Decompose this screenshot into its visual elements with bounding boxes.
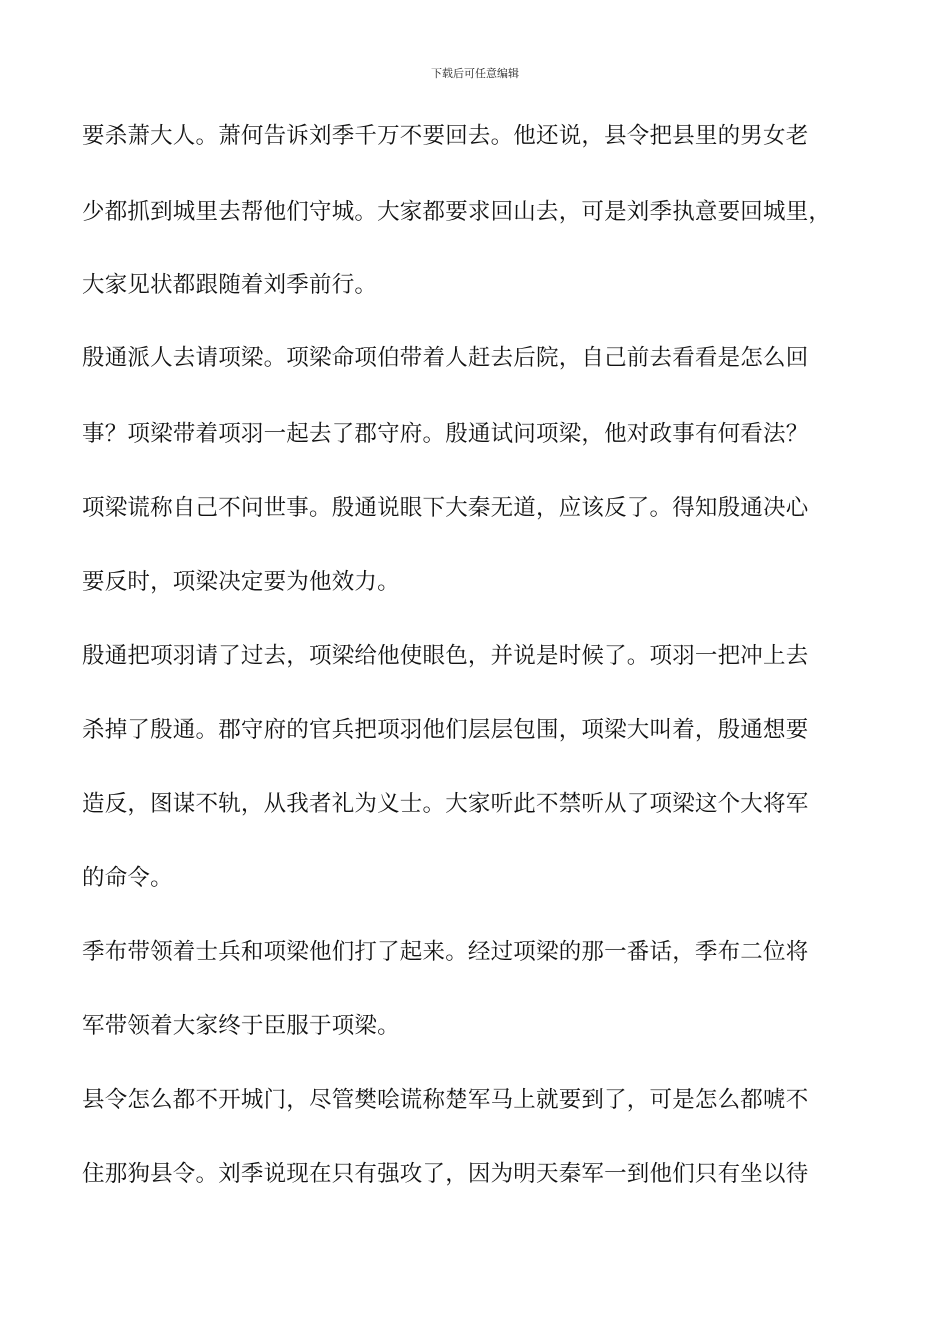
text-line: 军带领着大家终于臣服于项梁。 <box>82 1013 400 1039</box>
text-line: 殷通派人去请项梁。项梁命项伯带着人赶去后院，自己前去看看是怎么回 <box>82 345 809 371</box>
text-line: 要杀萧大人。萧何告诉刘季千万不要回去。他还说，县令把县里的男女老 <box>82 123 809 149</box>
text-line: 殷通把项羽请了过去，项梁给他使眼色，并说是时候了。项羽一把冲上去 <box>82 643 809 669</box>
text-line: 县令怎么都不开城门，尽管樊哙谎称楚军马上就要到了，可是怎么都唬不 <box>82 1087 809 1113</box>
text-line: 事？项梁带着项羽一起去了郡守府。殷通试问项梁，他对政事有何看法？ <box>82 421 809 447</box>
text-line: 项梁谎称自己不问世事。殷通说眼下大秦无道，应该反了。得知殷通决心 <box>82 495 809 521</box>
text-line: 造反，图谋不轨，从我者礼为义士。大家听此不禁听从了项梁这个大将军 <box>82 791 809 817</box>
page-header: 下载后可任意编辑 <box>431 67 519 80</box>
text-line: 的命令。 <box>82 865 173 891</box>
text-line: 少都抓到城里去帮他们守城。大家都要求回山去，可是刘季执意要回城里， <box>82 199 832 225</box>
text-line: 杀掉了殷通。郡守府的官兵把项羽他们层层包围，项梁大叫着，殷通想要 <box>82 717 809 743</box>
text-line: 住那狗县令。刘季说现在只有强攻了，因为明天秦军一到他们只有坐以待 <box>82 1161 809 1187</box>
text-line: 大家见状都跟随着刘季前行。 <box>82 272 378 298</box>
text-line: 季布带领着士兵和项梁他们打了起来。经过项梁的那一番话，季布二位将 <box>82 939 809 965</box>
text-line: 要反时，项梁决定要为他效力。 <box>82 569 400 595</box>
